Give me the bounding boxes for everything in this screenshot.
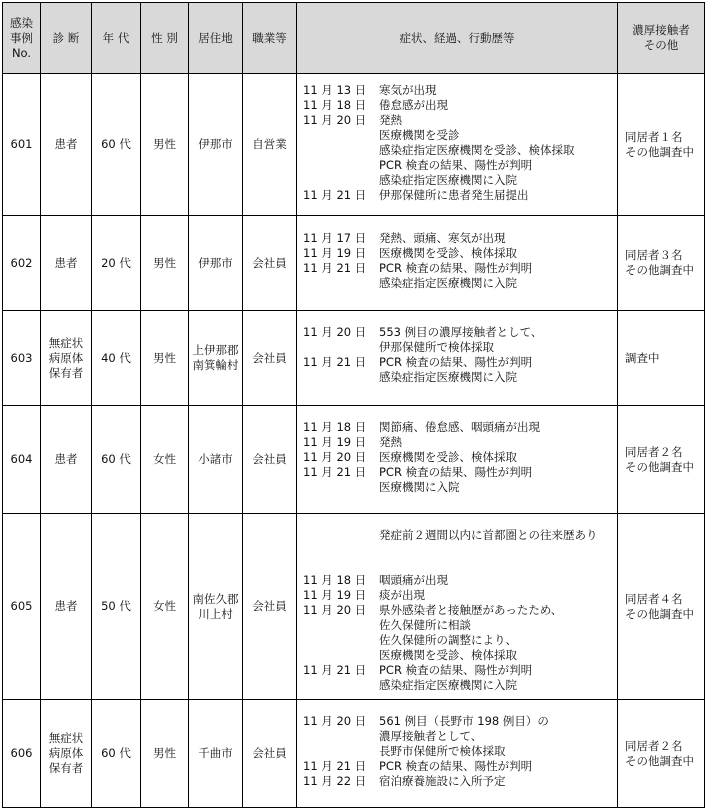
event-line xyxy=(297,188,617,203)
event-line xyxy=(297,231,617,246)
event-line xyxy=(297,759,617,774)
occupation-cell: 会社員 xyxy=(243,514,297,700)
table-row xyxy=(3,514,705,700)
diagnosis-line: 保有者 xyxy=(48,365,84,380)
event-text: 医療機関を受診、検体採取 xyxy=(379,648,517,662)
contacts-line: 同居者１名 xyxy=(625,129,683,144)
event-text: 医療機関を受診、検体採取 xyxy=(379,450,517,464)
event-date: 11 月 21 日 xyxy=(303,759,367,773)
residence-line: 南箕輪村 xyxy=(192,358,239,372)
case-no-cell: 603 xyxy=(3,311,41,406)
sex-cell: 男性 xyxy=(141,74,189,216)
table-row xyxy=(3,311,705,406)
diagnosis-line: 患者 xyxy=(54,137,78,151)
residence-line: 上伊那郡 xyxy=(192,343,239,357)
contacts-line: その他調査中 xyxy=(625,263,694,277)
event-text: 医療機関に入院 xyxy=(379,480,460,494)
event-text: 発熱 xyxy=(379,113,402,127)
residence-cell xyxy=(189,74,243,216)
age-cell: 40 代 xyxy=(92,311,141,406)
event-line xyxy=(297,573,617,588)
age-cell: 60 代 xyxy=(92,74,141,216)
event-date: 11 月 18 日 xyxy=(303,98,367,112)
contacts-cell xyxy=(618,216,705,311)
event-date xyxy=(297,618,379,633)
event-text: 県外感染者と接触歴があったため、 xyxy=(379,603,563,617)
residence-cell xyxy=(189,311,243,406)
event-date: 11 月 21 日 xyxy=(303,465,367,479)
contacts-line: その他調査中 xyxy=(625,144,694,159)
event-line xyxy=(297,143,617,158)
event-text: 長野市保健所で検体採取 xyxy=(379,744,506,758)
event-date xyxy=(297,173,379,188)
diagnosis-cell xyxy=(41,700,92,808)
event-date: 11 月 20 日 xyxy=(303,113,367,127)
occupation-cell: 会社員 xyxy=(243,406,297,514)
event-text: 感染症指定医療機関に入院 xyxy=(379,276,517,290)
case-no-cell: 604 xyxy=(3,406,41,514)
event-line xyxy=(297,714,617,729)
event-line xyxy=(297,648,617,663)
table-row xyxy=(3,216,705,311)
event-date xyxy=(297,370,379,385)
event-line xyxy=(297,435,617,450)
age-cell: 60 代 xyxy=(92,700,141,808)
header-contacts-line: 濃厚接触者 xyxy=(632,23,690,37)
contacts-line: 同居者２名 xyxy=(625,738,683,753)
event-date xyxy=(297,480,379,495)
event-text: PCR 検査の結果、陽性が判明 xyxy=(379,355,533,369)
event-line xyxy=(297,633,617,648)
diagnosis-line: 病原体 xyxy=(48,350,84,365)
details-note: 発症前２週間以内に首都圏との往来歴あり xyxy=(379,528,598,542)
event-line xyxy=(297,370,617,385)
event-date xyxy=(297,158,379,173)
occupation-cell: 会社員 xyxy=(243,311,297,406)
event-text: 関節痛、倦怠感、咽頭痛が出現 xyxy=(379,420,540,434)
event-text: 感染症指定医療機関に入院 xyxy=(379,370,517,384)
event-text: 感染症指定医療機関に入院 xyxy=(379,678,517,692)
event-date xyxy=(297,648,379,663)
event-line xyxy=(297,158,617,173)
sex-cell: 女性 xyxy=(141,514,189,700)
header-residence: 居住地 xyxy=(189,3,243,74)
event-line xyxy=(297,173,617,188)
header-case-no-line: 事例 xyxy=(10,30,33,45)
event-text: 伊那保健所で検体採取 xyxy=(379,340,494,354)
event-text: 宿泊療養施設に入所予定 xyxy=(379,774,506,788)
event-date xyxy=(297,276,379,291)
diagnosis-cell xyxy=(41,406,92,514)
event-date xyxy=(297,633,379,648)
event-line xyxy=(297,420,617,435)
sex-cell: 男性 xyxy=(141,700,189,808)
event-date xyxy=(297,340,379,355)
details-cell xyxy=(297,311,618,406)
event-text: 感染症指定医療機関に入院 xyxy=(379,173,517,187)
diagnosis-cell xyxy=(41,311,92,406)
residence-line: 千曲市 xyxy=(198,746,233,760)
event-date: 11 月 17 日 xyxy=(303,231,367,245)
cases-table xyxy=(2,2,705,808)
event-line xyxy=(297,618,617,633)
contacts-cell xyxy=(618,74,705,216)
event-line xyxy=(297,325,617,340)
event-line xyxy=(297,663,617,678)
contacts-cell xyxy=(618,311,705,406)
header-case-no xyxy=(3,3,41,74)
header-age: 年 代 xyxy=(92,3,141,74)
table-header-row xyxy=(3,3,705,74)
event-text: 佐久保健所の調整により、 xyxy=(379,633,517,647)
event-line xyxy=(297,450,617,465)
header-diagnosis: 診 断 xyxy=(41,3,92,74)
event-date: 11 月 19 日 xyxy=(303,246,367,260)
event-text: 痰が出現 xyxy=(379,588,425,602)
diagnosis-line: 病原体 xyxy=(48,746,84,760)
details-cell xyxy=(297,514,618,700)
event-line xyxy=(297,465,617,480)
header-details: 症状、経過、行動歴等 xyxy=(297,3,618,74)
details-spacer xyxy=(297,543,617,573)
occupation-cell: 会社員 xyxy=(243,216,297,311)
diagnosis-line: 保有者 xyxy=(48,761,84,775)
sex-cell: 男性 xyxy=(141,216,189,311)
event-line xyxy=(297,744,617,759)
table-row xyxy=(3,406,705,514)
contacts-line: 調査中 xyxy=(625,350,660,365)
event-date: 11 月 18 日 xyxy=(303,573,367,587)
residence-line: 小諸市 xyxy=(198,452,233,466)
diagnosis-cell xyxy=(41,514,92,700)
event-date: 11 月 20 日 xyxy=(303,714,367,728)
event-line xyxy=(297,246,617,261)
event-date: 11 月 19 日 xyxy=(303,435,367,449)
event-line xyxy=(297,128,617,143)
event-line xyxy=(297,261,617,276)
residence-cell xyxy=(189,216,243,311)
residence-line: 伊那市 xyxy=(198,255,233,270)
event-date xyxy=(297,143,379,158)
event-text: 倦怠感が出現 xyxy=(379,98,448,112)
details-cell xyxy=(297,74,618,216)
event-date xyxy=(297,729,379,744)
event-text: 濃厚接触者として、 xyxy=(379,729,483,743)
event-text: 寒気が出現 xyxy=(379,83,437,97)
event-line xyxy=(297,340,617,355)
event-date: 11 月 20 日 xyxy=(303,450,367,464)
event-text: 咽頭痛が出現 xyxy=(379,573,448,587)
table-row xyxy=(3,74,705,216)
event-line xyxy=(297,276,617,291)
residence-cell xyxy=(189,514,243,700)
residence-cell xyxy=(189,406,243,514)
age-cell: 50 代 xyxy=(92,514,141,700)
event-date: 11 月 21 日 xyxy=(303,355,367,369)
contacts-line: その他調査中 xyxy=(625,459,694,474)
event-line xyxy=(297,480,617,495)
age-cell: 20 代 xyxy=(92,216,141,311)
occupation-cell: 自営業 xyxy=(243,74,297,216)
event-date: 11 月 21 日 xyxy=(303,261,367,275)
contacts-cell xyxy=(618,700,705,808)
event-date: 11 月 20 日 xyxy=(303,603,367,617)
age-cell: 60 代 xyxy=(92,406,141,514)
header-contacts xyxy=(618,3,705,74)
event-line xyxy=(297,113,617,128)
details-cell xyxy=(297,700,618,808)
diagnosis-line: 無症状 xyxy=(48,335,84,350)
diagnosis-line: 患者 xyxy=(54,255,78,270)
residence-line: 南佐久郡 xyxy=(192,591,239,606)
contacts-line: 同居者２名 xyxy=(625,444,683,459)
diagnosis-line: 患者 xyxy=(54,452,78,466)
header-occupation: 職業等 xyxy=(243,3,297,74)
event-line xyxy=(297,678,617,693)
header-case-no-line: 感染 xyxy=(10,15,33,30)
table-body xyxy=(3,74,705,808)
event-date: 11 月 21 日 xyxy=(303,663,367,677)
event-line xyxy=(297,355,617,370)
diagnosis-line: 無症状 xyxy=(48,731,84,745)
event-text: 医療機関を受診、検体採取 xyxy=(379,246,517,260)
details-cell xyxy=(297,216,618,311)
event-text: PCR 検査の結果、陽性が判明 xyxy=(379,261,533,275)
event-line xyxy=(297,83,617,98)
contacts-line: その他調査中 xyxy=(625,753,694,768)
table-row xyxy=(3,700,705,808)
diagnosis-line: 患者 xyxy=(54,599,78,613)
event-date: 11 月 22 日 xyxy=(303,774,367,788)
event-text: 553 例目の濃厚接触者として、 xyxy=(379,325,543,339)
event-text: 医療機関を受診 xyxy=(379,128,460,142)
case-no-cell: 601 xyxy=(3,74,41,216)
residence-line: 伊那市 xyxy=(198,137,233,151)
residence-cell xyxy=(189,700,243,808)
event-date: 11 月 18 日 xyxy=(303,420,367,434)
sex-cell: 男性 xyxy=(141,311,189,406)
header-case-no-line: No. xyxy=(11,45,32,60)
event-line xyxy=(297,729,617,744)
event-text: 伊那保健所に患者発生届提出 xyxy=(379,188,529,202)
event-text: 561 例目（長野市 198 例目）の xyxy=(379,714,549,728)
sex-cell: 女性 xyxy=(141,406,189,514)
case-no-cell: 606 xyxy=(3,700,41,808)
case-no-cell: 602 xyxy=(3,216,41,311)
event-text: 佐久保健所に相談 xyxy=(379,618,471,632)
event-date xyxy=(297,128,379,143)
event-text: PCR 検査の結果、陽性が判明 xyxy=(379,465,533,479)
contacts-line: その他調査中 xyxy=(625,606,694,621)
event-text: 発熱 xyxy=(379,435,402,449)
event-date xyxy=(297,678,379,693)
event-date xyxy=(297,744,379,759)
event-text: PCR 検査の結果、陽性が判明 xyxy=(379,759,533,773)
header-sex: 性 別 xyxy=(141,3,189,74)
event-text: PCR 検査の結果、陽性が判明 xyxy=(379,158,533,172)
event-text: 感染症指定医療機関を受診、検体採取 xyxy=(379,143,575,157)
contacts-line: 同居者４名 xyxy=(625,591,683,606)
residence-line: 川上村 xyxy=(198,606,233,621)
details-cell xyxy=(297,406,618,514)
event-line xyxy=(297,588,617,603)
event-date: 11 月 13 日 xyxy=(303,83,367,97)
occupation-cell: 会社員 xyxy=(243,700,297,808)
event-text: PCR 検査の結果、陽性が判明 xyxy=(379,663,533,677)
contacts-line: 同居者３名 xyxy=(625,248,683,262)
event-text: 発熱、頭痛、寒気が出現 xyxy=(379,231,506,245)
header-contacts-line: その他 xyxy=(643,38,679,52)
contacts-cell xyxy=(618,406,705,514)
event-line xyxy=(297,98,617,113)
event-date: 11 月 19 日 xyxy=(303,588,367,602)
event-line xyxy=(297,603,617,618)
case-no-cell: 605 xyxy=(3,514,41,700)
event-date: 11 月 21 日 xyxy=(303,188,367,202)
event-line xyxy=(297,774,617,789)
diagnosis-cell xyxy=(41,216,92,311)
diagnosis-cell xyxy=(41,74,92,216)
contacts-cell xyxy=(618,514,705,700)
event-date: 11 月 20 日 xyxy=(303,325,367,339)
